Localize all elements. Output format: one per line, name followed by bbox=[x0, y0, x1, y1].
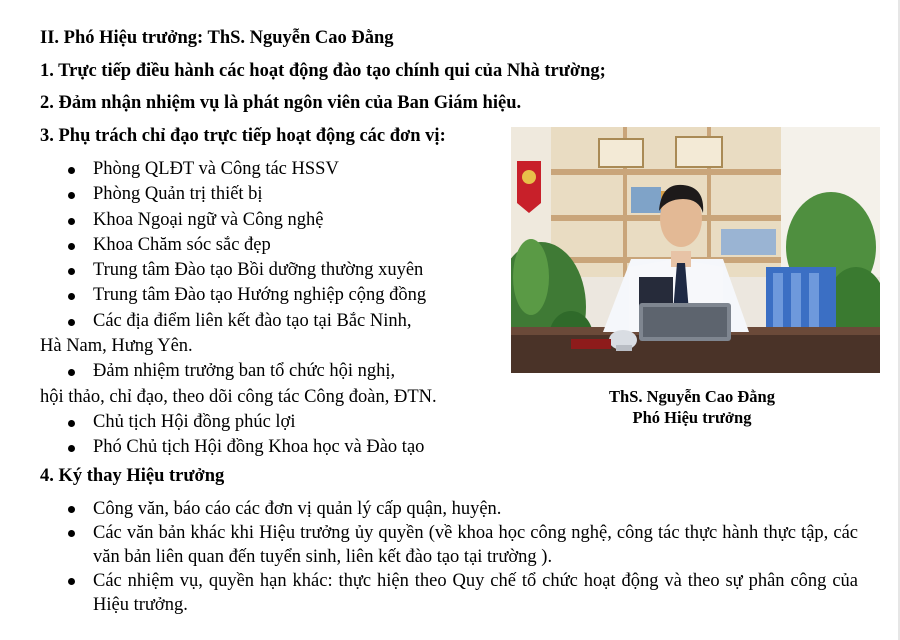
bullet-icon bbox=[68, 506, 75, 513]
photo-caption bbox=[511, 386, 873, 428]
bullet-icon bbox=[68, 445, 75, 452]
units-list bbox=[40, 157, 500, 461]
list-item: Các địa điểm liên kết đào tạo tại Bắc Ninh, Hà Nam, Hưng Yên. bbox=[40, 310, 412, 357]
list-item: Phó Chủ tịch Hội đồng Khoa học và Đào tạo bbox=[40, 435, 500, 460]
bullet-icon bbox=[68, 420, 75, 427]
list-item: Phòng QLĐT và Công tác HSSV bbox=[40, 157, 500, 182]
bullet-icon bbox=[68, 530, 75, 537]
bullet-icon bbox=[68, 578, 75, 585]
list-item: Chủ tịch Hội đồng phúc lợi bbox=[40, 410, 500, 435]
list-item: Phòng Quản trị thiết bị bbox=[40, 182, 500, 207]
caption-name: ThS. Nguyễn Cao Đằng bbox=[609, 387, 775, 406]
duty-1: 1. Trực tiếp điều hành các hoạt động đào tạo chính qui của Nhà trường; bbox=[40, 61, 606, 81]
list-item: Khoa Chăm sóc sắc đẹp bbox=[40, 233, 500, 258]
list-item: Đảm nhiệm trưởng ban tổ chức hội nghị, hội thảo, chỉ đạo, theo dõi công tác Công đoàn, ĐTN. bbox=[40, 361, 437, 407]
list-item: Khoa Ngoại ngữ và Công nghệ bbox=[40, 208, 500, 233]
section-4-title: 4. Ký thay Hiệu trưởng bbox=[40, 466, 225, 486]
bullet-icon bbox=[68, 167, 75, 174]
list-item: Các nhiệm vụ, quyền hạn khác: thực hiện theo Quy chế tổ chức hoạt động và theo sự phân công của Hiệu trưởng. bbox=[40, 569, 858, 617]
bullet-icon bbox=[68, 268, 75, 275]
list-item: Trung tâm Đào tạo Hướng nghiệp cộng đồng bbox=[40, 283, 500, 308]
list-item: Trung tâm Đào tạo Bồi dưỡng thường xuyên bbox=[40, 258, 500, 283]
sign-list bbox=[40, 497, 858, 617]
duty-3-title: 3. Phụ trách chỉ đạo trực tiếp hoạt động các đơn vị: bbox=[40, 126, 446, 146]
duty-2: 2. Đảm nhận nhiệm vụ là phát ngôn viên của Ban Giám hiệu. bbox=[40, 93, 522, 113]
list-item: Công văn, báo cáo các đơn vị quản lý cấp quận, huyện. bbox=[40, 497, 858, 521]
caption-title: Phó Hiệu trưởng bbox=[632, 408, 752, 427]
list-item: Các văn bản khác khi Hiệu trưởng ủy quyền (về khoa học công nghệ, công tác thực hành thực tập, các văn bản liên quan đến tuyển sinh, liên kết đào tạo tại trường ). bbox=[40, 521, 858, 569]
bullet-icon bbox=[68, 243, 75, 250]
bullet-icon bbox=[68, 218, 75, 225]
section-heading: II. Phó Hiệu trưởng: ThS. Nguyễn Cao Đằng bbox=[40, 28, 394, 48]
bullet-icon bbox=[68, 192, 75, 199]
bullet-icon bbox=[68, 293, 75, 300]
bullet-icon bbox=[68, 319, 75, 326]
portrait-photo bbox=[511, 127, 880, 373]
